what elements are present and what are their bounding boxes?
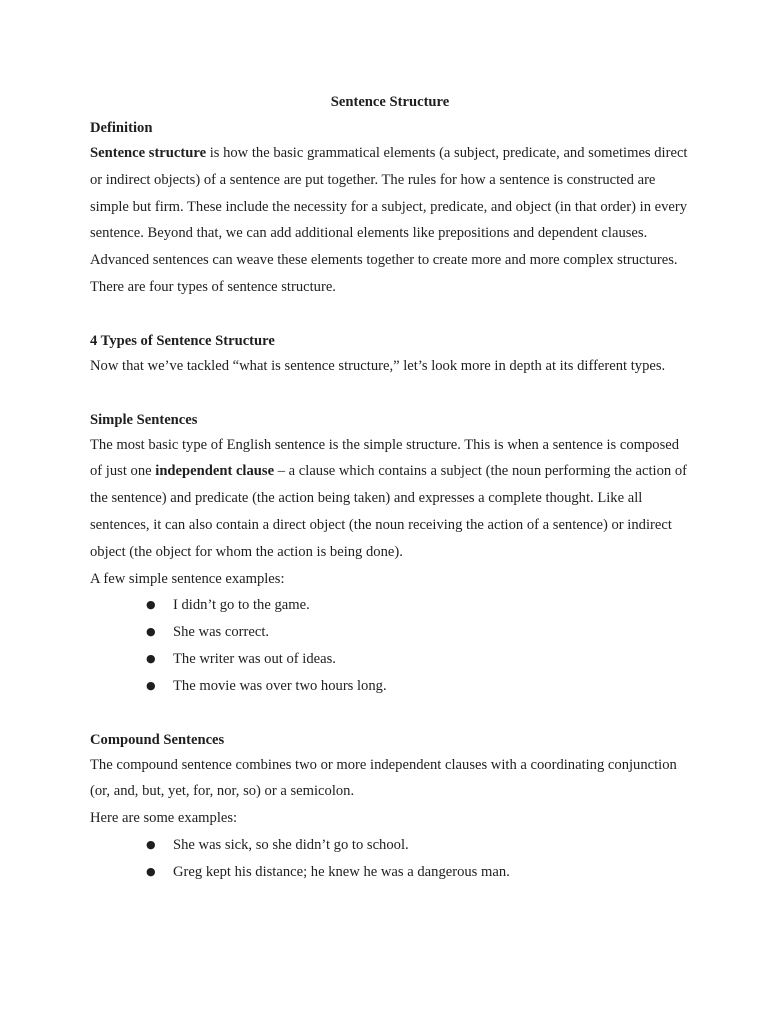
compound-examples-intro: Here are some examples: [90,810,238,827]
section-spacer [90,301,690,327]
list-item-text: She was correct. [173,624,270,641]
section-spacer [90,380,690,406]
simple-examples-intro: A few simple sentence examples: [90,570,285,587]
definition-text: is how the basic grammatical elements (a subject, predicate, and sometimes direct or indirect objects) of a sentence are put together. The rules for how a sentence is constructed are simple but firm. These include the necessity for a subject, predicate, and object (in that order) in every sentence. Beyond that, we can add additional elements like prepositions and dependent clauses. Advanced sentences can weave these elements together to create more and more complex structures. There are four types of sentence structure. [90,145,688,295]
list-item-text: I didn’t go to the game. [173,597,310,614]
bullet-icon: ● [146,598,156,612]
list-item-text: The writer was out of ideas. [173,650,336,667]
compound-paragraph: The compound sentence combines two or more independent clauses with a coordinating conjunction (or, and, but, yet, for, nor, so) or a semicolon. [90,756,677,800]
simple-heading: Simple Sentences [90,411,198,428]
list-item [90,859,690,886]
bullet-icon: ● [146,651,156,665]
list-item [90,592,690,619]
bullet-icon: ● [146,837,156,851]
list-item [90,619,690,646]
list-item [90,646,690,673]
list-item-text: She was sick, so she didn’t go to school. [173,836,409,853]
document-page [90,90,690,886]
simple-term: independent clause [155,463,275,480]
document-title: Sentence Structure [330,94,450,110]
simple-text-before: The most basic type of English sentence is the simple structure. This is when a sentence is composed of just one [90,436,680,480]
list-item [90,673,690,700]
list-item-text: Greg kept his distance; he knew he was a dangerous man. [173,863,510,880]
compound-heading: Compound Sentences [90,731,225,748]
types-heading: 4 Types of Sentence Structure [90,332,275,349]
bullet-icon: ● [146,864,156,878]
bullet-icon: ● [146,625,156,639]
simple-paragraph [90,432,690,566]
section-spacer [90,700,690,726]
simple-text-after: – a clause which contains a subject (the noun performing the action of the sentence) and predicate (the action being taken) and expresses a complete thought. Like all sentences, it can also contain a direct object (the noun receiving the action of a sentence) or indirect object (the object for whom the action is being done). [90,463,688,560]
definition-term: Sentence structure [90,145,207,161]
list-item-text: The movie was over two hours long. [173,677,387,694]
bullet-icon: ● [146,678,156,692]
simple-examples-list [90,592,690,699]
list-item [90,832,690,859]
definition-paragraph [90,140,690,301]
compound-examples-list [90,832,690,886]
definition-heading: Definition [90,120,153,136]
types-paragraph: Now that we’ve tackled “what is sentence structure,” let’s look more in depth at its different types. [90,357,666,374]
